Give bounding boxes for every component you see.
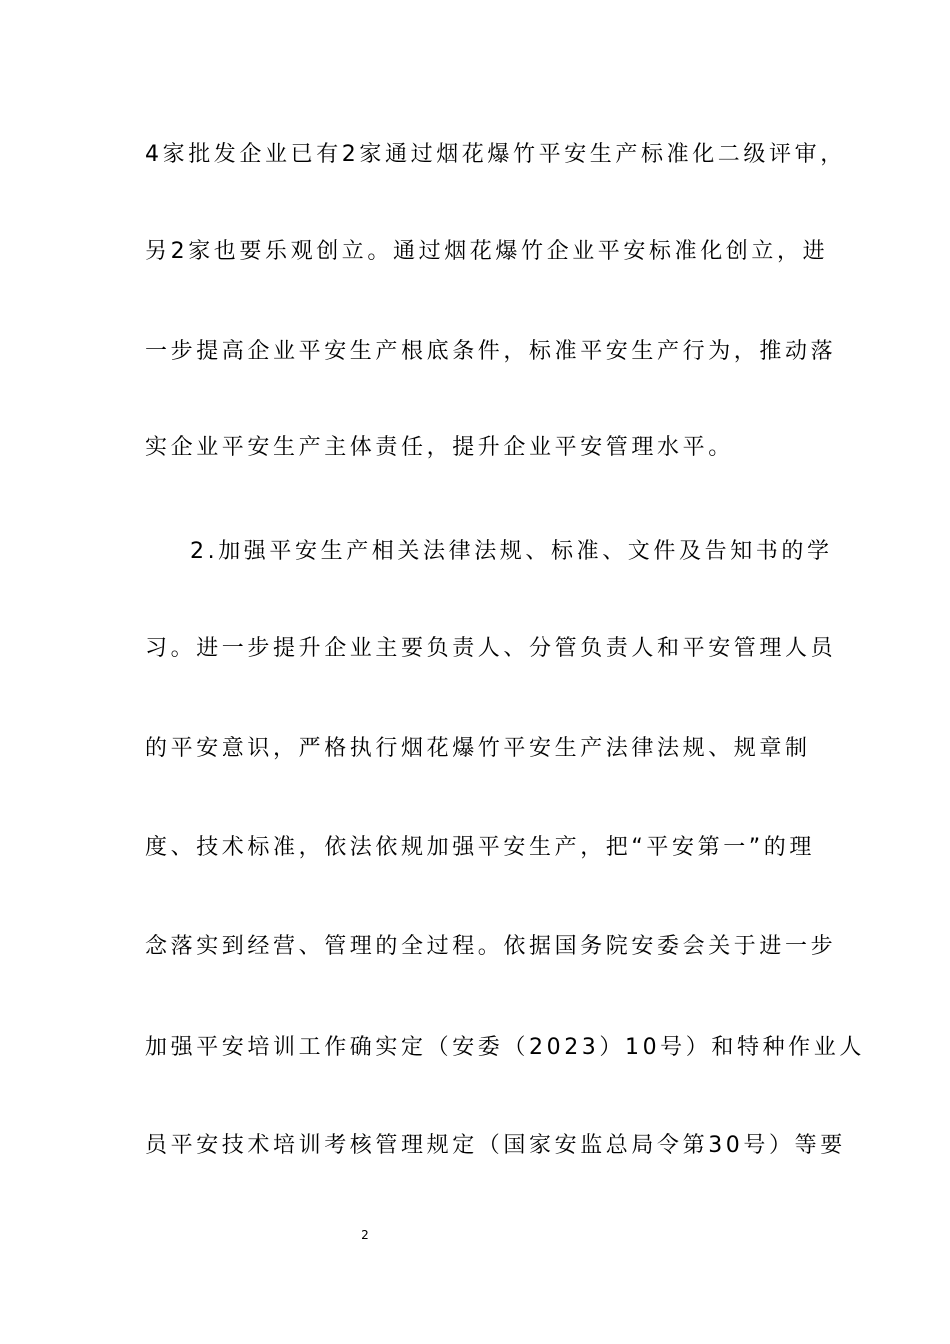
page-number: 2 bbox=[361, 1228, 369, 1242]
body-text-line: 实企业平安生产主体责任，提升企业平安管理水平。 bbox=[145, 435, 734, 460]
body-text-line: 一步提高企业平安生产根底条件，标准平安生产行为，推动落 bbox=[145, 339, 837, 364]
paragraph-start-line: 2.加强平安生产相关法律法规、标准、文件及告知书的学 bbox=[190, 539, 833, 564]
body-text-line: 4家批发企业已有2家通过烟花爆竹平安生产标准化二级评审， bbox=[145, 142, 846, 167]
body-text-line: 习。进一步提升企业主要负责人、分管负责人和平安管理人员 bbox=[145, 636, 837, 661]
body-text-line: 另2家也要乐观创立。通过烟花爆竹企业平安标准化创立，进 bbox=[145, 239, 829, 264]
body-text-line: 加强平安培训工作确实定（安委（2023）10号）和特种作业人 bbox=[145, 1035, 865, 1060]
body-text-line: 员平安技术培训考核管理规定（国家安监总局令第30号）等要 bbox=[145, 1133, 846, 1158]
body-text-line: 念落实到经营、管理的全过程。依据国务院安委会关于进一步 bbox=[145, 934, 837, 959]
body-text-line: 度、技术标准，依法依规加强平安生产，把“平安第一”的理 bbox=[145, 835, 815, 860]
body-text-line: 的平安意识，严格执行烟花爆竹平安生产法律法规、规章制 bbox=[145, 736, 811, 761]
